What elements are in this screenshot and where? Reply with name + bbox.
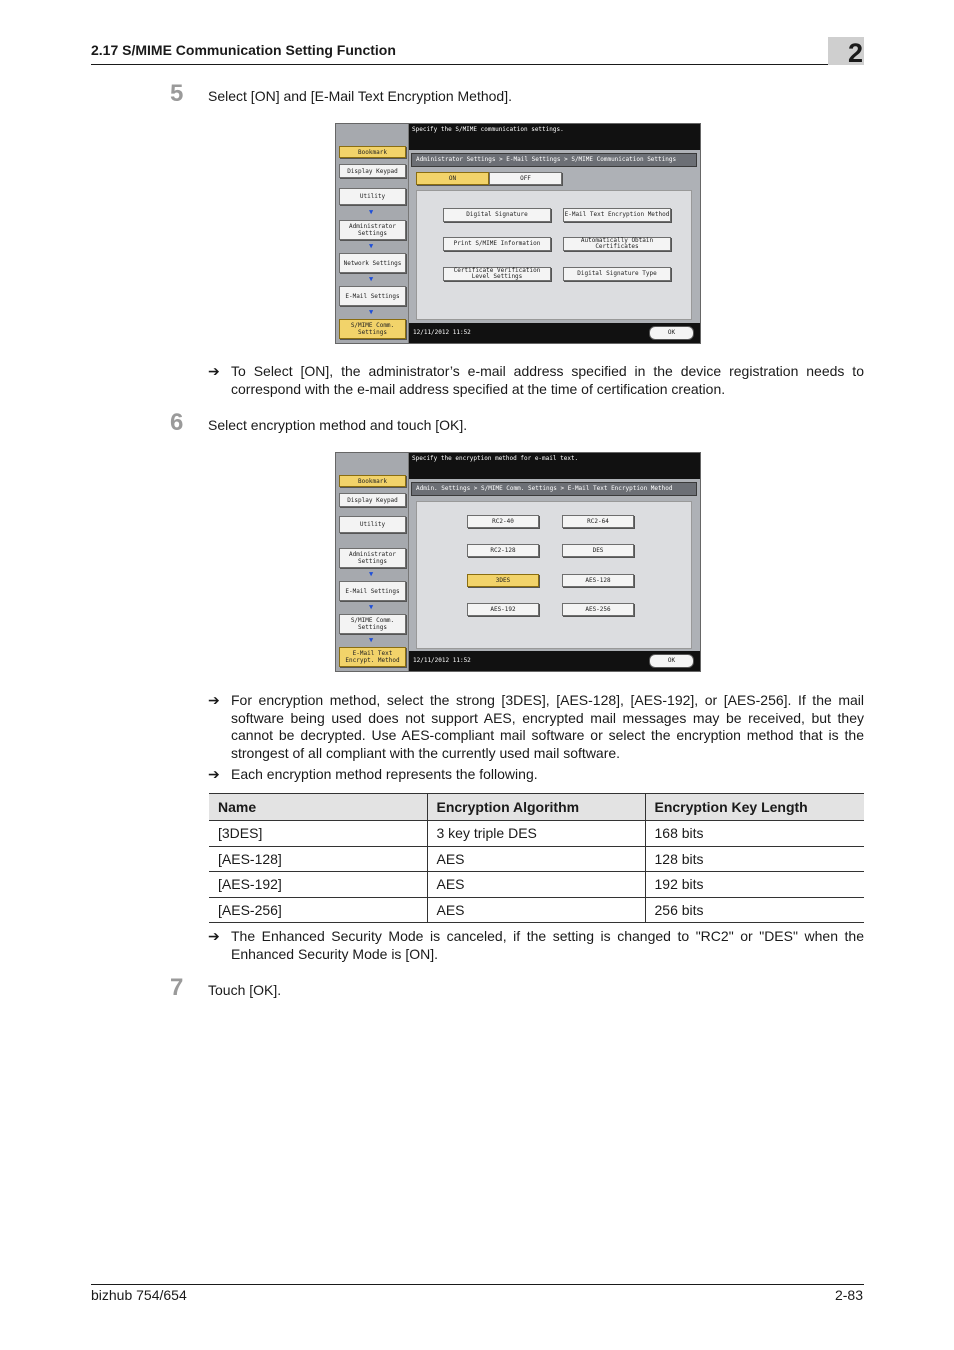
table-header-row [209,794,864,821]
step-text: Touch [OK]. [208,982,282,998]
screen-panel [416,501,692,649]
off-button[interactable]: OFF [489,172,562,185]
cert-verification-button[interactable]: Certificate Verification Level Settings [443,267,551,281]
table-cell: [AES-128] [209,846,427,872]
sidebar-button[interactable]: Utility [339,516,406,533]
aes-128-button[interactable]: AES-128 [562,574,634,587]
sidebar-button[interactable]: Network Settings [339,253,406,273]
sidebar-button[interactable]: Display Keypad [339,493,406,507]
ok-button[interactable]: OK [649,326,694,340]
table-cell: 128 bits [645,846,864,872]
note-text: The Enhanced Security Mode is canceled, if the setting is changed to "RC2" or "DES" when the Enhanced Security Mode is [ON]. [231,928,864,962]
footer-product: bizhub 754/654 [91,1287,187,1303]
3des-button-selected[interactable]: 3DES [467,574,539,587]
screen-message: Specify the encryption method for e-mail text. [409,453,700,479]
footer-page-number: 2-83 [834,1287,863,1303]
on-button[interactable]: ON [416,172,489,185]
table-row [209,846,864,872]
encryption-table [209,793,864,923]
note-text: To Select [ON], the administrator’s e-mail address specified in the device registration needs to correspond with the e-mail address specified at the time of certification creation. [231,363,864,397]
step-number: 7 [170,974,184,1001]
table-cell: AES [427,872,645,898]
arrow-icon: ➔ [208,766,220,782]
table-row [209,897,864,923]
note-text: Each encryption method represents the following. [231,766,538,782]
arrow-icon: ➔ [208,692,220,708]
table-cell: [3DES] [209,821,427,847]
digital-signature-type-button[interactable]: Digital Signature Type [563,267,671,281]
sidebar-button[interactable]: Utility [339,188,406,205]
down-arrow-icon: ▼ [369,208,374,216]
encryption-method-button[interactable]: E-Mail Text Encryption Method [563,208,671,222]
sidebar-button[interactable]: Administrator Settings [339,220,406,240]
rc2-128-button[interactable]: RC2-128 [467,544,539,557]
step-text: Select encryption method and touch [OK]. [208,417,468,433]
step-number: 5 [170,80,184,107]
arrow-icon: ➔ [208,363,220,379]
chapter-number: 2 [848,38,864,68]
table-cell: 168 bits [645,821,864,847]
sidebar-button[interactable]: Bookmark [339,146,406,158]
down-arrow-icon: ▼ [369,242,374,250]
screen-breadcrumb: Administrator Settings > E-Mail Settings > S/MIME Communication Settings [411,153,697,167]
sidebar-button[interactable]: E-Mail Settings [339,286,406,306]
step-number: 6 [170,409,184,436]
screenshot-smime-settings [335,123,701,344]
column-header: Name [209,794,427,821]
step-text: Select [ON] and [E-Mail Text Encryption Method]. [208,88,512,104]
screen-breadcrumb: Admin. Settings > S/MIME Comm. Settings > E-Mail Text Encryption Method [411,482,697,496]
table-cell: 192 bits [645,872,864,898]
table-row [209,821,864,847]
sidebar-button[interactable]: E-Mail Settings [339,581,406,601]
down-arrow-icon: ▼ [369,603,374,611]
auto-obtain-cert-button[interactable]: Automatically Obtain Certificates [563,237,671,251]
footer-rule [91,1284,864,1285]
aes-192-button[interactable]: AES-192 [467,603,539,616]
rc2-40-button[interactable]: RC2-40 [467,515,539,528]
table-cell: [AES-192] [209,872,427,898]
screenshot-encryption-method [335,452,701,672]
down-arrow-icon: ▼ [369,570,374,578]
note [208,928,864,963]
rc2-64-button[interactable]: RC2-64 [562,515,634,528]
down-arrow-icon: ▼ [369,308,374,316]
sidebar-button[interactable]: S/MIME Comm. Settings [339,614,406,634]
des-button[interactable]: DES [562,544,634,557]
sidebar-button[interactable]: Bookmark [339,475,406,487]
table-cell: 256 bits [645,897,864,923]
note [208,766,864,784]
column-header: Encryption Algorithm [427,794,645,821]
table-row [209,872,864,898]
ok-button[interactable]: OK [649,654,694,668]
screen-sidebar [336,124,409,343]
table-cell: AES [427,846,645,872]
sidebar-button-current[interactable]: E-Mail Text Encrypt. Method [339,647,406,667]
sidebar-button[interactable]: Administrator Settings [339,548,406,568]
table-cell: 3 key triple DES [427,821,645,847]
digital-signature-button[interactable]: Digital Signature [443,208,551,222]
header-rule [91,64,864,65]
sidebar-button[interactable]: Display Keypad [339,164,406,178]
table-cell: AES [427,897,645,923]
down-arrow-icon: ▼ [369,636,374,644]
screen-datetime: 12/11/2012 11:52 [413,329,471,336]
screen-sidebar [336,453,409,671]
table-cell: [AES-256] [209,897,427,923]
note [208,692,864,762]
note [208,363,864,398]
section-title: 2.17 S/MIME Communication Setting Function [91,42,396,58]
down-arrow-icon: ▼ [369,275,374,283]
arrow-icon: ➔ [208,928,220,944]
note-text: For encryption method, select the strong [3DES], [AES-128], [AES-192], or [AES-256]. If the mail software being used does not support AES, encrypted mail messages may be received, but they cannot be decrypted. Use AES-compliant mail software or select the encryption method that is the strongest of all compliant with the currently used mail software. [231,692,864,761]
print-smime-info-button[interactable]: Print S/MIME Information [443,237,551,251]
screen-message: Specify the S/MIME communication settings. [409,124,700,150]
sidebar-button-current[interactable]: S/MIME Comm. Settings [339,319,406,339]
aes-256-button[interactable]: AES-256 [562,603,634,616]
screen-datetime: 12/11/2012 11:52 [413,657,471,664]
column-header: Encryption Key Length [645,794,864,821]
